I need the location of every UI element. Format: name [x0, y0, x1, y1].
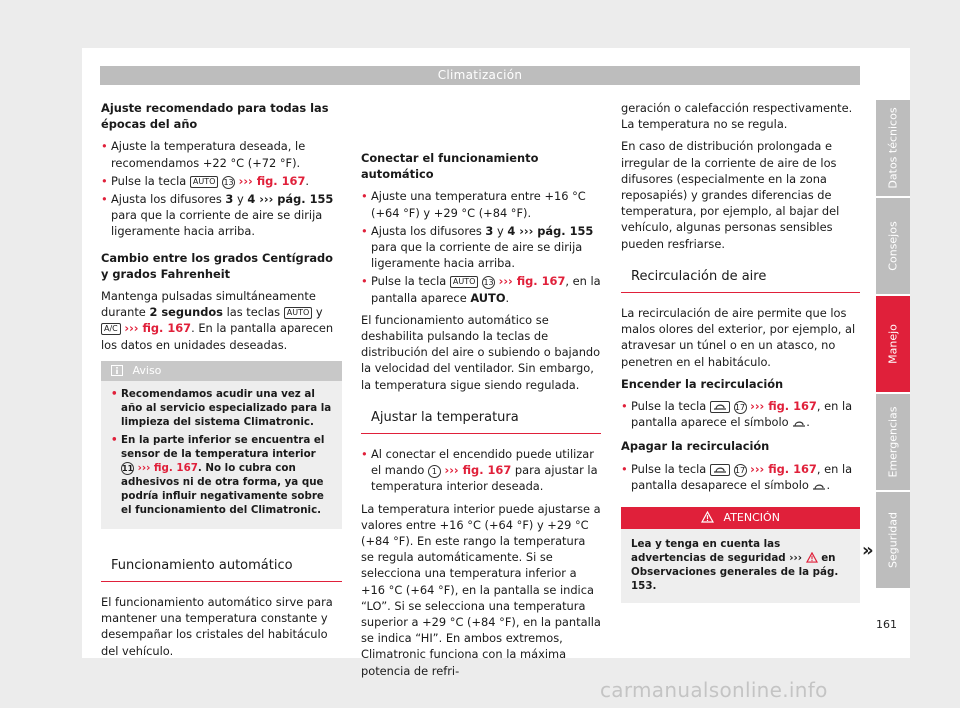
list-item: • Pulse la tecla AUTO 13 ››› fig. 167.	[101, 173, 342, 189]
notice-body	[101, 381, 342, 529]
callout-number: 11	[122, 463, 134, 473]
paragraph-health: En caso de distribución prolongada e irregular de la corriente de aire de los difusores (especialmente en la zona reposapiés) y grandes diferencias de temperatura, por ejemplo, al bajar del vehículo, algunas personas sensibles pueden resfriarse.	[621, 139, 840, 251]
tab-label: Manejo	[886, 324, 900, 364]
warning-box	[621, 507, 860, 603]
list-item	[111, 387, 332, 429]
text: 2 segundos	[149, 305, 223, 320]
warning-header	[621, 507, 860, 529]
text: Lea y tenga en cuenta las advertencias de seguridad	[631, 538, 786, 565]
tab-datos-tecnicos[interactable]	[876, 100, 910, 196]
text: y	[496, 223, 504, 238]
figure-link[interactable]: ››› fig. 167	[124, 321, 192, 336]
text: , en la pantalla aparece	[371, 274, 601, 305]
auto-key: AUTO	[450, 276, 479, 288]
heading-units: Cambio entre los grados Centígrado y grados Fahrenheit	[101, 250, 333, 281]
section-title-auto: Funcionamiento automático	[101, 551, 342, 582]
notice-title: Aviso	[132, 363, 162, 377]
text: Mantenga pulsadas simultáneamente durante	[101, 289, 316, 320]
recirculation-symbol-icon	[792, 415, 806, 429]
text: y	[315, 305, 323, 320]
reference-link[interactable]: ›››	[789, 552, 803, 565]
text: 3	[225, 192, 234, 207]
heading-recirc-off: Apagar la recirculación	[621, 439, 770, 454]
text: Pulse la tecla	[631, 399, 707, 414]
list-item	[361, 223, 601, 272]
column-2	[361, 100, 601, 685]
paragraph-recirculation: La recirculación de aire permite que los malos olores del exterior, por ejemplo, al atravesar un túnel o en un atasco, no penetren en el habitáculo.	[621, 306, 856, 369]
figure-link[interactable]: ››› fig. 167	[238, 173, 306, 188]
list-item: • Pulse la tecla 17 ››› fig. 167, en la pantalla desaparece el símbolo .	[621, 461, 860, 493]
figure-link[interactable]: ››› fig. 167	[444, 463, 512, 478]
text: Pulse la tecla	[631, 461, 707, 476]
figure-link[interactable]: ››› fig. 167	[137, 461, 198, 474]
column-1	[101, 100, 342, 665]
tab-manejo[interactable]	[876, 296, 910, 392]
notice-box	[101, 361, 342, 529]
text: Recomendamos acudir una vez al año al servicio especializado para la limpieza del sistema Climatronic.	[121, 387, 332, 428]
chapter-header: Climatización	[100, 66, 860, 85]
tab-emergencias[interactable]	[876, 394, 910, 490]
text: Pulse la tecla	[371, 274, 447, 289]
continue-mark: »	[862, 540, 874, 561]
callout-number: 17	[734, 403, 746, 413]
list-item: • Pulse la tecla 17 ››› fig. 167, en la pantalla aparece el símbolo .	[621, 398, 860, 430]
callout-number: 13	[483, 278, 494, 288]
page-link[interactable]: 4 ››› pág. 155	[247, 192, 334, 207]
text: para que la corriente de aire se dirija ligeramente hacia arriba.	[371, 240, 583, 271]
warning-title: ATENCIÓN	[723, 511, 780, 525]
list-item	[361, 446, 601, 495]
callout-number: 13	[223, 177, 234, 187]
text: . No lo cubra con adhesivos ni de otra forma, ya que podría influir negativamente sobre el funcionamiento del Climatronic.	[121, 461, 324, 516]
tab-label: Emergencias	[886, 406, 900, 478]
text: Ajusta los difusores	[371, 223, 482, 238]
text: , en la pantalla desaparece el símbolo	[631, 461, 853, 492]
text: , en la pantalla aparece el símbolo	[631, 399, 853, 430]
text: Pulse la tecla	[111, 173, 187, 188]
section-title-recirculation: Recirculación de aire	[621, 262, 860, 293]
list-item: • Pulse la tecla AUTO 13 ››› fig. 167, en la pantalla aparece AUTO.	[361, 273, 601, 305]
warning-triangle-icon	[701, 511, 718, 524]
text: Ajuste una temperatura entre +16 °C (+64 °F) y +29 °C (+84 °F).	[371, 189, 586, 220]
chapter-tabs	[876, 100, 910, 590]
section-title-temperature: Ajustar la temperatura	[361, 403, 601, 434]
callout-number: 1	[428, 465, 441, 478]
list-item	[361, 188, 601, 220]
paragraph-disable-auto: El funcionamiento automático se deshabilita pulsando la teclas de distribución del aire o subiendo o bajando la velocidad del ventilador. Sin embargo, la temperatura sigue siendo regulada.	[361, 312, 601, 392]
text: en Observaciones generales de la pág. 153.	[631, 552, 839, 593]
text: . En la pantalla aparecen los datos en unidades deseadas.	[101, 321, 334, 352]
recirculation-key-icon	[710, 401, 730, 413]
heading-connect-auto: Conectar el funcionamiento automático	[361, 151, 539, 182]
recirculation-symbol-icon	[812, 478, 826, 492]
watermark: carmanualsonline.info	[600, 678, 828, 702]
page-number: 161	[876, 618, 897, 631]
list-item	[101, 191, 342, 240]
text: y	[236, 192, 244, 207]
tab-seguridad[interactable]	[876, 492, 910, 588]
list-item	[101, 138, 342, 170]
info-icon	[111, 364, 127, 377]
auto-key: AUTO	[190, 176, 219, 188]
tab-label: Datos técnicos	[886, 107, 900, 189]
page-link[interactable]: 4 ››› pág. 155	[507, 223, 594, 238]
warning-body	[621, 529, 860, 603]
tab-label: Seguridad	[886, 512, 900, 568]
text: Ajuste la temperatura deseada, le recomendamos +22 °C (+72 °F).	[111, 139, 306, 170]
text: En la parte inferior se encuentra el sensor de la temperatura interior	[121, 433, 325, 460]
tab-label: Consejos	[886, 221, 900, 271]
paragraph-auto: El funcionamiento automático sirve para mantener una temperatura constante y desempañar los cristales del habitáculo del vehículo.	[101, 595, 333, 658]
warning-triangle-icon	[806, 552, 818, 564]
text: 3	[485, 223, 494, 238]
text: Al conectar el encendido puede utilizar el mando	[371, 447, 594, 478]
tab-consejos[interactable]	[876, 198, 910, 294]
callout-number: 17	[734, 465, 746, 475]
paragraph-temperature-range: La temperatura interior puede ajustarse a valores entre +16 °C (+64 °F) y +29 °C (+84 °F). En este rango la temperatura se regula automáticamente. Si se selecciona una temperatura inferior a +16 °C (+64 °F), en la pantalla se indica “LO”. Si se selecciona una temperatura superior a +29 °C (+84 °F), en la pantalla se indica “HI”. En ambos extremos, Climatronic funciona con la máxima potencia de refri-	[361, 501, 601, 678]
figure-link[interactable]: ››› fig. 167	[750, 461, 817, 476]
text: AUTO	[470, 290, 506, 305]
figure-link[interactable]: ››› fig. 167	[498, 274, 566, 289]
text: Ajusta los difusores	[111, 192, 222, 207]
paragraph-regulation: geración o calefacción respectivamente. La temperatura no se regula.	[621, 101, 853, 132]
heading-recirc-on: Encender la recirculación	[621, 376, 784, 391]
text: las teclas	[226, 305, 281, 320]
text: para que la corriente de aire se dirija ligeramente hacia arriba.	[111, 208, 323, 239]
paragraph-units	[101, 288, 342, 353]
recirculation-key-icon	[710, 464, 730, 476]
auto-key: AUTO	[284, 307, 313, 319]
list-item	[111, 433, 332, 517]
notice-header	[101, 361, 342, 381]
heading-recommended: Ajuste recomendado para todas las épocas del año	[101, 101, 329, 132]
text: para ajustar la temperatura interior deseada.	[371, 463, 598, 494]
ac-key: A/C	[101, 323, 121, 335]
column-3	[621, 100, 860, 603]
figure-link[interactable]: ››› fig. 167	[750, 399, 817, 414]
